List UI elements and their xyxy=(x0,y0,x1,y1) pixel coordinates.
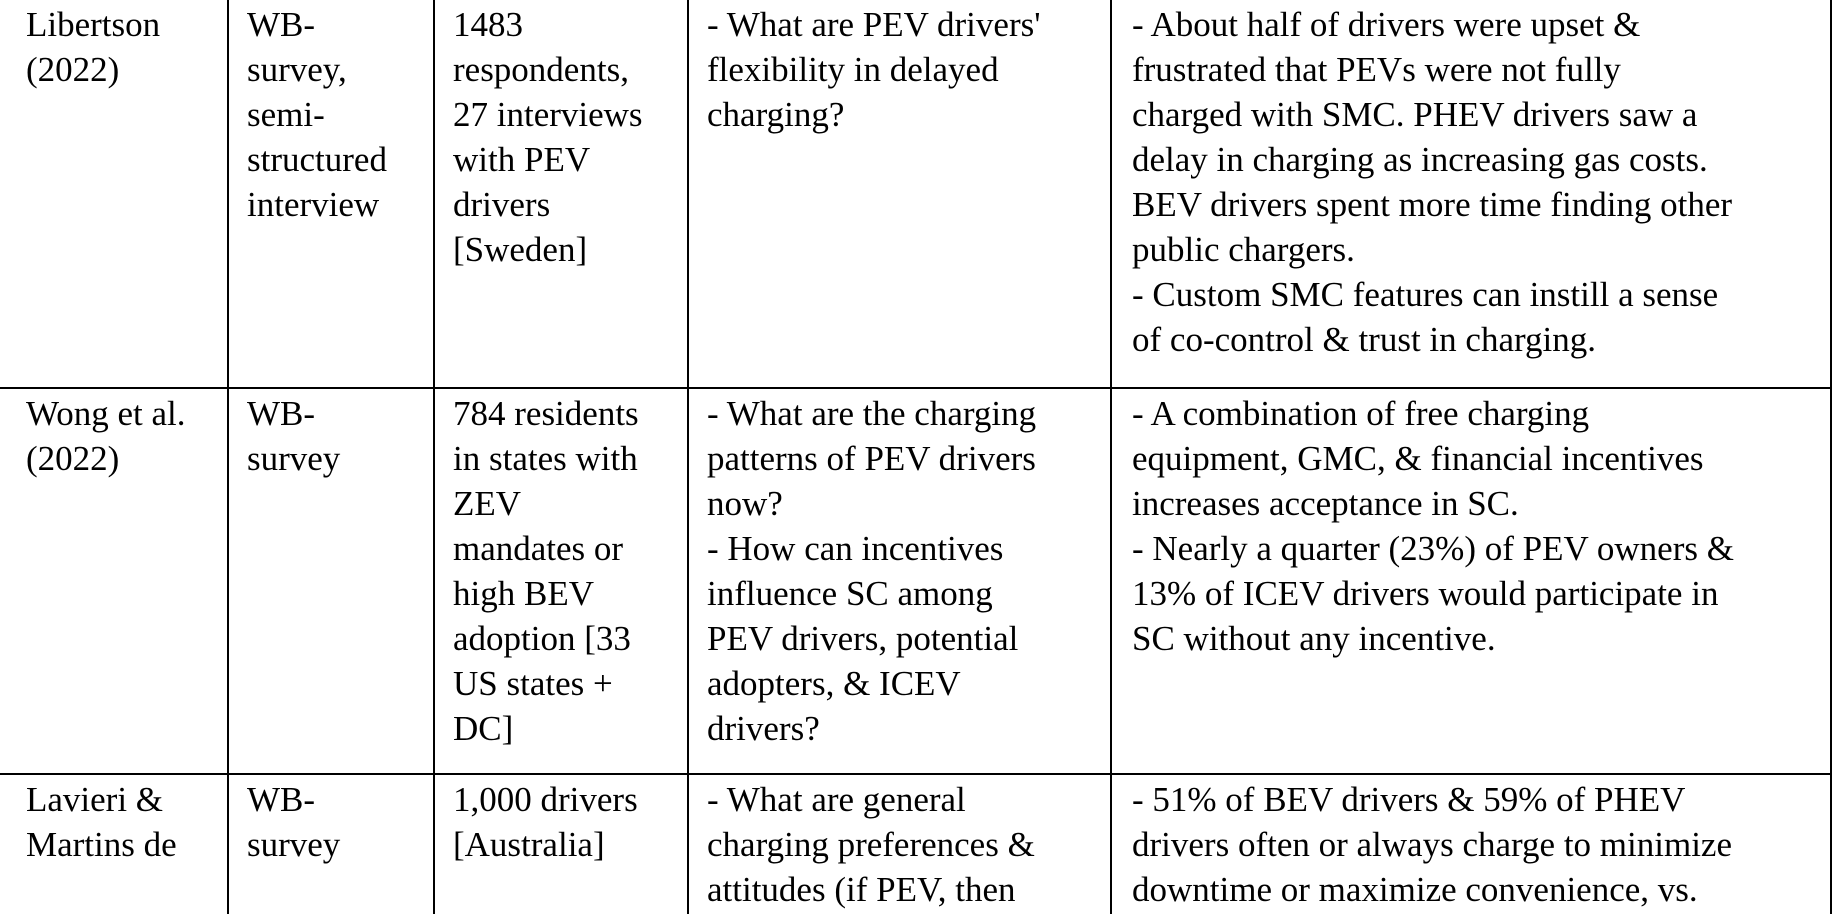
study-cell xyxy=(0,388,228,774)
sample-text: 784 residents in states with ZEV mandates or high BEV adoption [33 US states + DC] xyxy=(453,394,639,748)
table-row xyxy=(0,0,1831,388)
findings-cell xyxy=(1111,774,1831,914)
sample-text: 1,000 drivers [Australia] xyxy=(453,780,638,864)
questions-cell xyxy=(688,0,1111,388)
table-row xyxy=(0,774,1831,914)
table-row xyxy=(0,388,1831,774)
method-text: WB- survey, semi- structured interview xyxy=(247,5,387,224)
study-text: Lavieri & Martins de xyxy=(26,780,177,864)
method-cell xyxy=(228,0,434,388)
findings-cell xyxy=(1111,388,1831,774)
study-cell xyxy=(0,774,228,914)
questions-cell xyxy=(688,774,1111,914)
sample-cell xyxy=(434,388,688,774)
study-text: Wong et al. (2022) xyxy=(26,394,186,478)
sample-cell xyxy=(434,774,688,914)
method-text: WB- survey xyxy=(247,394,341,478)
questions-text: - What are PEV drivers' flexibility in delayed charging? xyxy=(707,5,1041,134)
findings-cell xyxy=(1111,0,1831,388)
findings-text: - 51% of BEV drivers & 59% of PHEV drivers often or always charge to minimize downtime or maximize convenience, vs. xyxy=(1132,780,1732,909)
sample-cell xyxy=(434,0,688,388)
study-text: Libertson (2022) xyxy=(26,5,161,89)
questions-text: - What are the charging patterns of PEV drivers now? - How can incentives influence SC among PEV drivers, potential adopters, & ICEV drivers? xyxy=(707,394,1037,748)
findings-text: - About half of drivers were upset & frustrated that PEVs were not fully charged with SMC. PHEV drivers saw a delay in charging as increasing gas costs. BEV drivers spent more time finding other public chargers. - Custom SMC features can instill a sense of co-control & trust in charging. xyxy=(1132,5,1733,359)
sample-text: 1483 respondents, 27 interviews with PEV drivers [Sweden] xyxy=(453,5,643,269)
method-cell xyxy=(228,388,434,774)
method-text: WB- survey xyxy=(247,780,341,864)
method-cell xyxy=(228,774,434,914)
study-cell xyxy=(0,0,228,388)
questions-cell xyxy=(688,388,1111,774)
questions-text: - What are general charging preferences & attitudes (if PEV, then xyxy=(707,780,1035,909)
findings-text: - A combination of free charging equipment, GMC, & financial incentives increases acceptance in SC. - Nearly a quarter (23%) of PEV owners & 13% of ICEV drivers would participate in SC without any incentive. xyxy=(1132,394,1734,658)
